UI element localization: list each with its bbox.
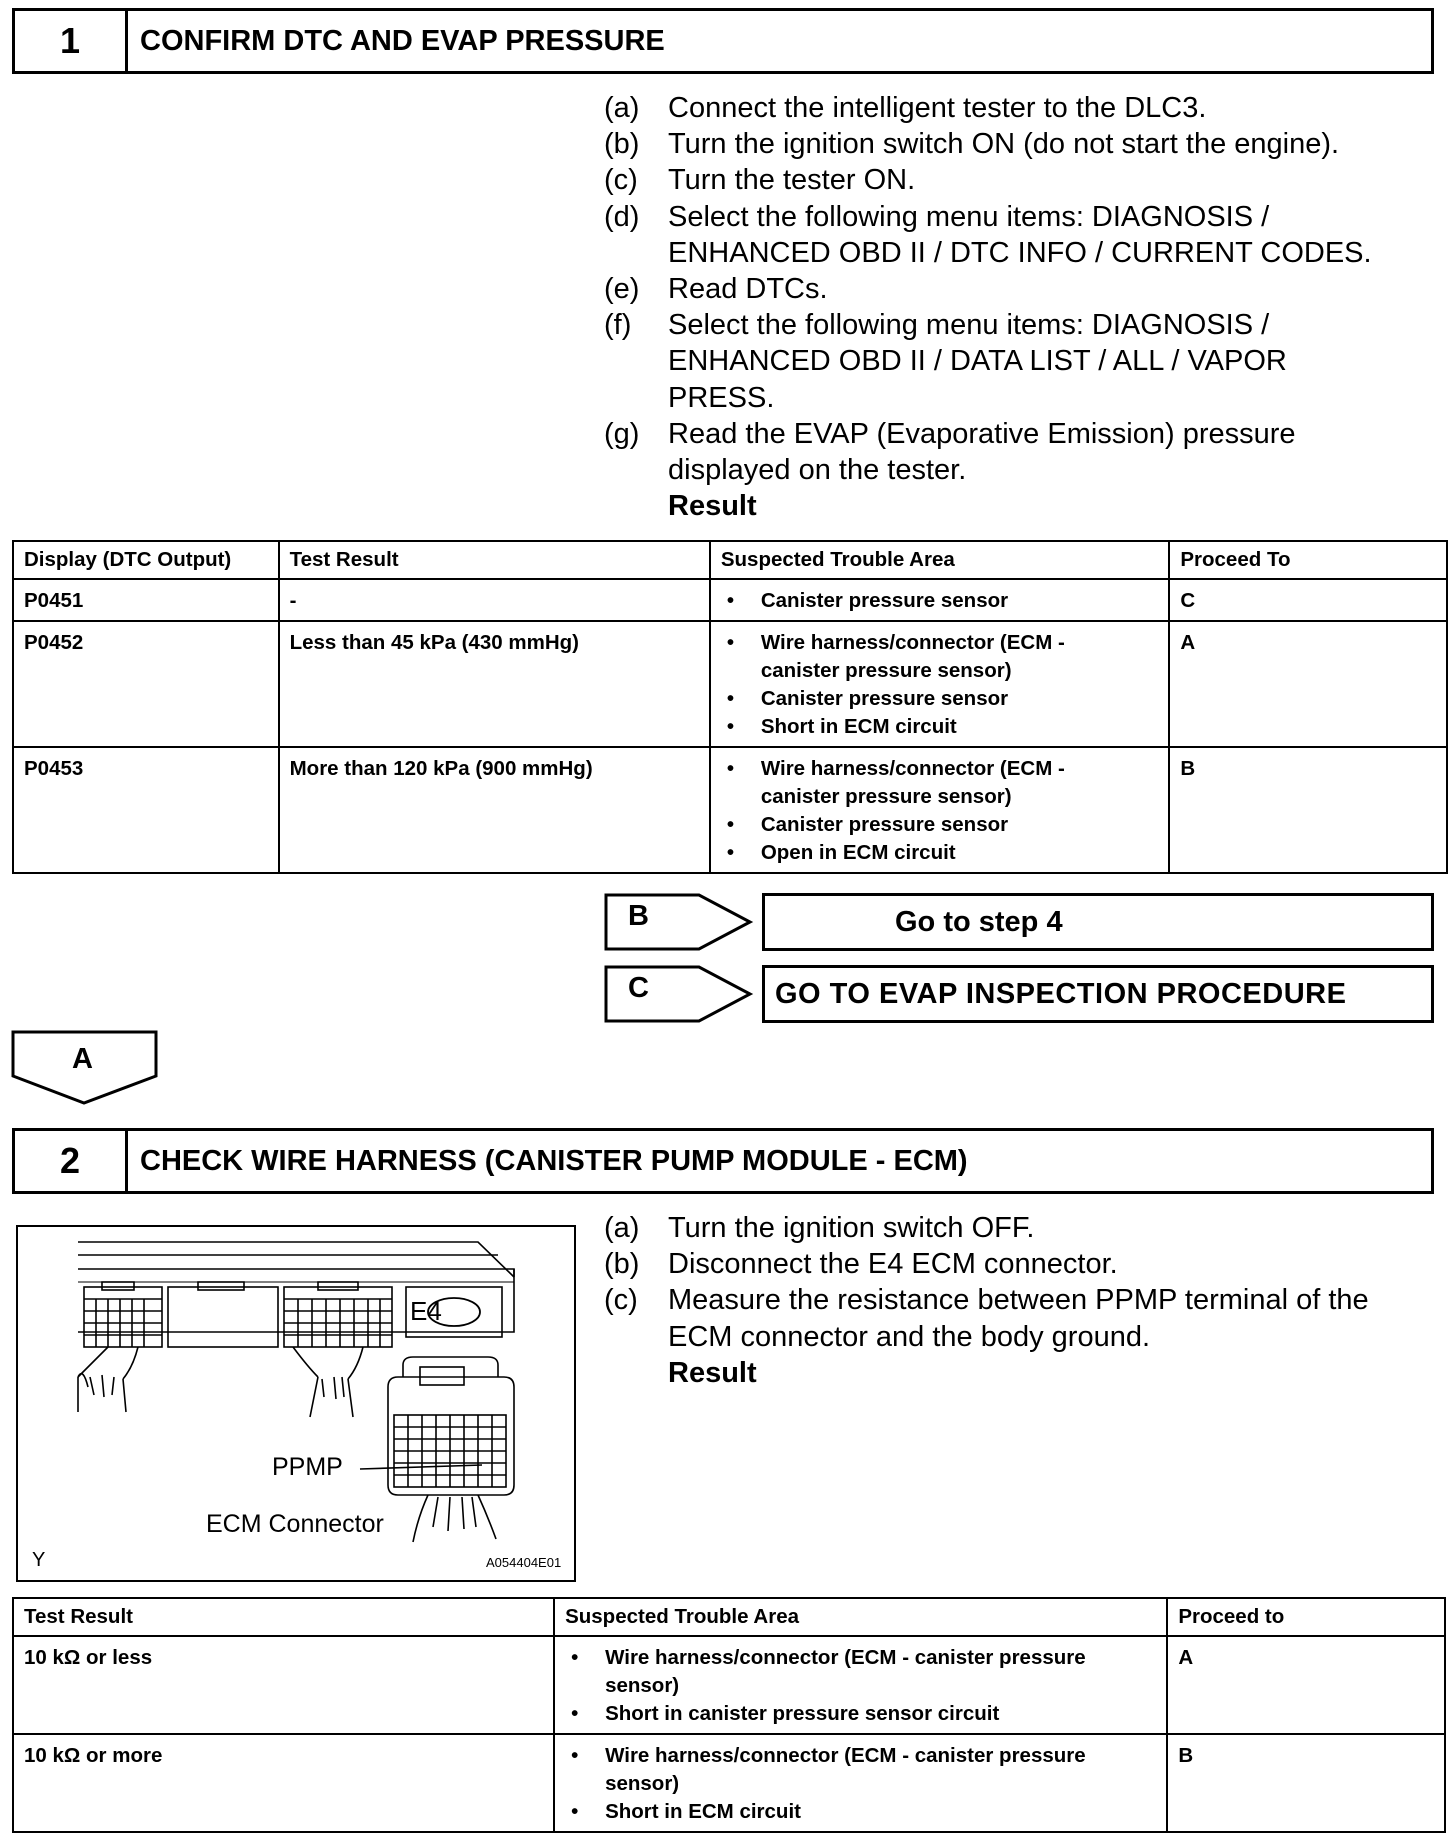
dtc-code: P0451 [13, 579, 279, 621]
bullet-item [565, 1742, 1156, 1798]
trouble-area: Short in canister pressure sensor circuit [605, 1702, 1000, 1725]
trouble-area: Canister pressure sensor [760, 687, 1009, 710]
figure-code: A054404E01 [486, 1555, 562, 1570]
instruction-line: Measure the resistance between PPMP terminal of the [668, 1284, 1369, 1317]
trouble-area: Wire harness/connector (ECM - canister pressure sensor) [605, 1744, 1086, 1795]
resistance-result-table [12, 1597, 1446, 1833]
test-result: More than 120 kPa (900 mmHg) [279, 747, 710, 873]
bullet: • [726, 715, 735, 738]
bullet: • [726, 757, 735, 780]
table-row [13, 1734, 1445, 1832]
bullet: • [726, 631, 735, 654]
column-header: Test Result [279, 541, 710, 579]
step-title: CHECK WIRE HARNESS (CANISTER PUMP MODULE - ECM) [140, 1144, 968, 1177]
ecm-connector-label: ECM Connector [206, 1510, 384, 1538]
instruction-line: Select the following menu items: DIAGNOSIS / [668, 200, 1270, 233]
go-to-step-4-box[interactable] [762, 893, 1434, 951]
bullet: • [571, 1702, 579, 1725]
instruction-letter: (b) [604, 128, 640, 161]
instruction-text [668, 199, 1434, 271]
table-row [13, 579, 1447, 621]
instruction-letter: (c) [604, 164, 638, 197]
bullet-item [565, 1798, 1156, 1826]
bullet-item [721, 811, 1159, 839]
trouble-area: Canister pressure sensor [760, 589, 1009, 612]
bullet-item [721, 755, 1159, 811]
branch-c-label: C [628, 972, 649, 1004]
bullet: • [571, 1744, 579, 1767]
proceed-to: C [1169, 579, 1447, 621]
instruction-line: displayed on the tester. [668, 454, 967, 487]
instruction-letter: (a) [604, 92, 640, 124]
instruction-item [604, 1282, 1434, 1354]
bullet: • [571, 1800, 579, 1823]
instruction-letter: (a) [604, 1212, 640, 1244]
bullet-item [565, 1644, 1156, 1700]
go-to-text: Go to step 4 [895, 905, 1063, 938]
bullet-item [721, 587, 1159, 615]
instruction-line: Read the EVAP (Evaporative Emission) pressure [668, 417, 1296, 450]
result-label: Result [668, 1356, 757, 1389]
dtc-code: P0452 [13, 621, 279, 747]
trouble-area: Short in ECM circuit [605, 1800, 801, 1823]
instruction-text: Connect the intelligent tester to the DLC3. [668, 92, 1207, 124]
test-result: 10 kΩ or less [13, 1636, 554, 1734]
bullet-item [721, 713, 1159, 741]
bullet: • [726, 589, 735, 612]
instruction-line: Select the following menu items: DIAGNOSIS / [668, 309, 1270, 342]
column-header: Proceed To [1169, 541, 1447, 579]
instruction-item [604, 1246, 1434, 1282]
bullet-item [721, 839, 1159, 867]
instruction-item [604, 90, 1434, 126]
bullet: • [726, 841, 735, 864]
instruction-text: Turn the tester ON. [668, 164, 916, 197]
step-title: CONFIRM DTC AND EVAP PRESSURE [140, 24, 665, 57]
proceed-to: A [1167, 1636, 1445, 1734]
trouble-areas [554, 1636, 1167, 1734]
instruction-item [604, 126, 1434, 162]
instruction-text: Disconnect the E4 ECM connector. [668, 1248, 1118, 1281]
instruction-text: Turn the ignition switch ON (do not start the engine). [668, 128, 1340, 161]
bullet-item [565, 1700, 1156, 1728]
instruction-letter: (g) [604, 417, 640, 450]
branch-c-arrow[interactable] [604, 965, 754, 1023]
instruction-text: Turn the ignition switch OFF. [668, 1212, 1035, 1244]
instruction-letter: (f) [604, 309, 632, 342]
result-label: Result [668, 490, 757, 523]
trouble-area: Canister pressure sensor [760, 813, 1009, 836]
instruction-item [604, 307, 1434, 416]
instruction-item [604, 416, 1434, 488]
trouble-area: Open in ECM circuit [760, 841, 956, 864]
instruction-item [604, 199, 1434, 271]
step-2-instructions [604, 1210, 1434, 1391]
step-2-header [12, 1128, 1434, 1194]
instruction-text [668, 416, 1434, 488]
instruction-item [604, 1210, 1434, 1246]
instruction-line: PRESS. [668, 381, 775, 414]
instruction-text [668, 1282, 1434, 1354]
go-to-evap-inspection-box[interactable] [762, 965, 1434, 1023]
column-header: Test Result [13, 1598, 554, 1636]
column-header: Suspected Trouble Area [554, 1598, 1167, 1636]
continue-a-label: A [72, 1043, 93, 1075]
table-row [13, 747, 1447, 873]
instruction-line: ENHANCED OBD II / DTC INFO / CURRENT CODES. [668, 236, 1372, 269]
trouble-areas [710, 747, 1170, 873]
instruction-item [604, 271, 1434, 307]
proceed-to: B [1169, 747, 1447, 873]
column-header: Proceed to [1167, 1598, 1445, 1636]
trouble-area: Wire harness/connector (ECM - canister pressure sensor) [760, 757, 1065, 808]
step-number: 2 [15, 1131, 128, 1191]
proceed-to: B [1167, 1734, 1445, 1832]
column-header: Display (DTC Output) [13, 541, 279, 579]
step-number: 1 [15, 11, 128, 71]
ppmp-terminal-label: PPMP [272, 1453, 343, 1481]
instruction-letter: (c) [604, 1284, 638, 1317]
instruction-letter: (e) [604, 273, 640, 306]
instruction-text: Read DTCs. [668, 273, 828, 306]
instruction-text [668, 307, 1434, 416]
corner-mark: Y [32, 1549, 46, 1571]
instruction-line: ECM connector and the body ground. [668, 1320, 1151, 1353]
bullet-item [721, 629, 1159, 685]
connector-id-label: E4 [410, 1296, 442, 1326]
proceed-to: A [1169, 621, 1447, 747]
step-1-header [12, 8, 1434, 74]
bullet-item [721, 685, 1159, 713]
instruction-letter: (d) [604, 200, 640, 233]
branch-b-arrow[interactable] [604, 893, 754, 951]
table-row [13, 621, 1447, 747]
column-header: Suspected Trouble Area [710, 541, 1170, 579]
trouble-areas [710, 579, 1170, 621]
instruction-letter: (b) [604, 1248, 640, 1281]
dtc-code: P0453 [13, 747, 279, 873]
bullet: • [726, 813, 735, 836]
test-result: Less than 45 kPa (430 mmHg) [279, 621, 710, 747]
trouble-areas [554, 1734, 1167, 1832]
bullet: • [571, 1646, 579, 1669]
branch-b-label: B [628, 900, 649, 932]
trouble-area: Wire harness/connector (ECM - canister pressure sensor) [760, 631, 1065, 682]
table-header-row [13, 1598, 1445, 1636]
bullet: • [726, 687, 735, 710]
test-result: 10 kΩ or more [13, 1734, 554, 1832]
trouble-area: Wire harness/connector (ECM - canister pressure sensor) [605, 1646, 1086, 1697]
ecm-connector-figure [16, 1225, 576, 1582]
table-row [13, 1636, 1445, 1734]
dtc-result-table [12, 540, 1448, 874]
table-header-row [13, 541, 1447, 579]
trouble-areas [710, 621, 1170, 747]
step-1-instructions [604, 90, 1434, 524]
test-result: - [279, 579, 710, 621]
trouble-area: Short in ECM circuit [760, 715, 957, 738]
go-to-text: GO TO EVAP INSPECTION PROCEDURE [775, 977, 1347, 1010]
instruction-line: ENHANCED OBD II / DATA LIST / ALL / VAPOR [668, 345, 1287, 378]
instruction-item [604, 162, 1434, 198]
